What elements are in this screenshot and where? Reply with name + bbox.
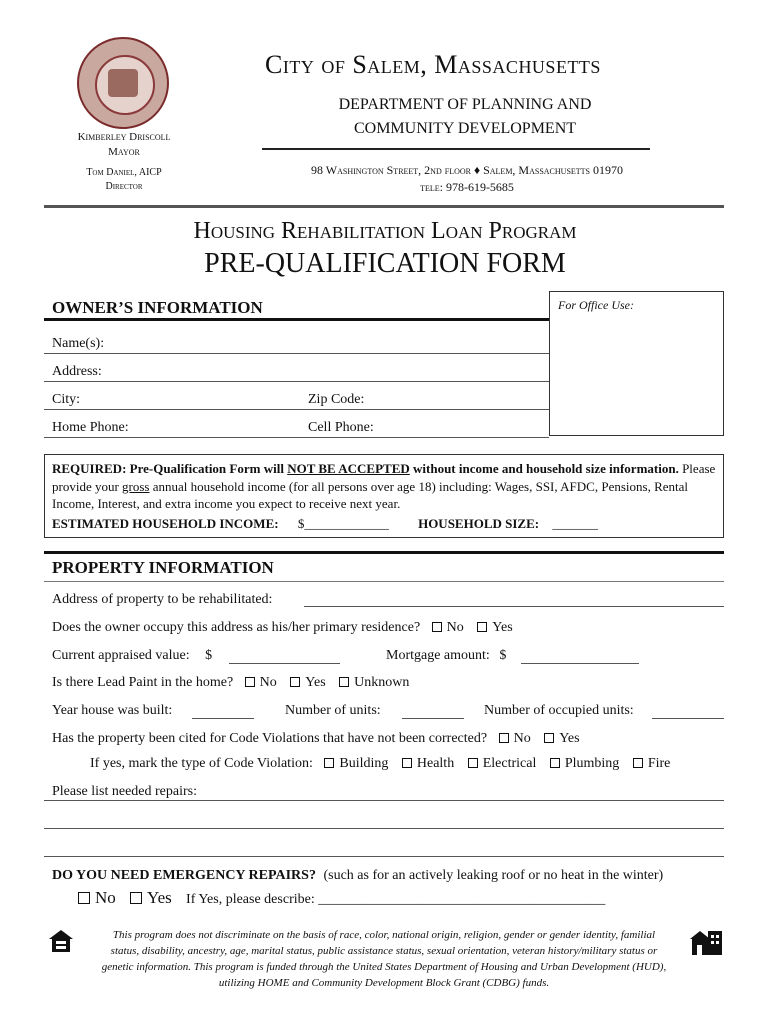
names-label: Name(s): [52, 336, 105, 351]
lead-no-label: No [259, 675, 277, 690]
address-field[interactable] [44, 362, 549, 382]
mortgage-row [386, 646, 506, 666]
mayor-title: Mayor [108, 146, 140, 158]
property-address-input[interactable] [304, 606, 724, 607]
director-title: Director [105, 181, 143, 192]
phone-row [44, 418, 549, 438]
form-title: PRE-QUALIFICATION FORM [204, 248, 566, 279]
household-size-value[interactable]: _______ [552, 515, 598, 531]
address-block [262, 162, 672, 196]
emergency-yes-checkbox[interactable] [130, 892, 142, 904]
violation-health-label: Health [416, 756, 455, 771]
violation-building-label: Building [339, 756, 389, 771]
mortgage-label: Mortgage amount: [386, 648, 490, 663]
city-seal [77, 37, 169, 129]
gross-text: gross [122, 478, 150, 494]
required-lead: REQUIRED: Pre-Qualification Form will [52, 461, 288, 476]
equal-housing-icon [47, 928, 75, 956]
violation-building-checkbox[interactable] [324, 758, 334, 768]
seal-ship-image [108, 69, 138, 97]
repairs-line-3[interactable] [44, 856, 724, 857]
office-use-label: For Office Use: [558, 298, 634, 312]
occupy-yes-label: Yes [492, 620, 513, 635]
nondiscrimination-footer: This program does not discriminate on the basis of race, color, national origin, religion, gender or gender identity, familial status, disability, ancestry, age, marital status, public assistance status, sexual orientation, veteran history/military status or genetic information. This program is funded through the United States Department of Housing and Urban Development (HUD), utilizing HOME and Community Development Block Grant (CDBG) funds. [101, 929, 667, 989]
occupied-units-label: Number of occupied units: [484, 703, 634, 718]
mortgage-amount-input[interactable] [521, 663, 639, 664]
telephone: tele: 978-619-5685 [420, 180, 514, 194]
income-row [52, 515, 716, 533]
required-text-2: annual household income (for all persons over age 18) including: Wages, SSI, AFDC, Pensions, Rental Income, Interest, and extra income you expect to receive next year. [52, 478, 688, 511]
violation-plumbing-checkbox[interactable] [550, 758, 560, 768]
cited-no-checkbox[interactable] [499, 733, 509, 743]
city-label[interactable]: City: [52, 392, 81, 407]
home-phone-label[interactable]: Home Phone: [52, 420, 129, 435]
income-label: ESTIMATED HOUSEHOLD INCOME: [52, 515, 279, 531]
dept-line-2: COMMUNITY DEVELOPMENT [353, 120, 577, 137]
dept-line-1: DEPARTMENT OF PLANNING AND [338, 96, 592, 113]
seal-inner-ring [95, 55, 155, 115]
cited-question: Has the property been cited for Code Violations that have not been corrected? [52, 731, 488, 746]
director-name: Tom Daniel, AICP [86, 167, 162, 178]
appraised-row [52, 646, 212, 666]
cell-phone-label[interactable]: Cell Phone: [308, 420, 374, 435]
required-text-1: Please provide your [52, 461, 716, 494]
household-size-label: HOUSEHOLD SIZE: [418, 515, 540, 531]
names-field[interactable] [44, 334, 549, 354]
occupy-question: Does the owner occupy this address as his/her primary residence? [52, 620, 421, 635]
city-title: City of Salem, Massachusetts [265, 50, 601, 79]
income-value[interactable]: $_____________ [297, 515, 389, 531]
appraised-value-input[interactable] [229, 663, 340, 664]
occupy-no-checkbox[interactable] [432, 622, 442, 632]
lead-row [52, 673, 409, 693]
violation-question: If yes, mark the type of Code Violation: [90, 756, 313, 771]
occupy-yes-checkbox[interactable] [477, 622, 487, 632]
address-label: Address: [52, 364, 102, 379]
property-heading-rule [44, 581, 724, 582]
housing-building-icon [688, 927, 724, 957]
emergency-note: (such as for an actively leaking roof or no heat in the winter) [323, 868, 664, 883]
lead-unknown-label: Unknown [354, 675, 410, 690]
property-section-heading: PROPERTY INFORMATION [52, 558, 274, 577]
repairs-line-1[interactable] [44, 782, 724, 801]
emergency-yes-label: Yes [147, 888, 172, 907]
year-built-label: Year house was built: [52, 703, 173, 718]
required-notice-box [44, 454, 724, 538]
not-accepted-text: NOT BE ACCEPTED [287, 461, 410, 476]
year-built-input[interactable] [192, 718, 254, 719]
units-input[interactable] [402, 718, 464, 719]
office-use-box [549, 291, 724, 436]
lead-no-checkbox[interactable] [245, 677, 255, 687]
mayor-block [58, 130, 190, 160]
appraised-dollar: $ [205, 648, 213, 663]
property-top-rule [44, 551, 724, 554]
dept-divider [262, 148, 650, 150]
repairs-line-2[interactable] [44, 828, 724, 829]
emergency-no-label: No [95, 888, 116, 907]
mortgage-dollar: $ [499, 648, 507, 663]
required-lead-end: without income and household size information. [409, 461, 679, 476]
city-zip-row [44, 390, 549, 410]
director-block [58, 166, 190, 194]
violation-row [90, 754, 670, 774]
lead-question: Is there Lead Paint in the home? [52, 675, 234, 690]
header-divider [44, 205, 724, 208]
cited-yes-checkbox[interactable] [544, 733, 554, 743]
lead-yes-checkbox[interactable] [290, 677, 300, 687]
department-name [260, 93, 670, 141]
violation-plumbing-label: Plumbing [564, 756, 620, 771]
cited-row [52, 729, 580, 749]
mayor-name: Kimberley Driscoll [77, 131, 171, 143]
cited-no-label: No [513, 731, 531, 746]
lead-yes-label: Yes [305, 675, 326, 690]
appraised-label: Current appraised value: [52, 648, 190, 663]
emergency-options-row [78, 888, 605, 908]
owner-section-heading: OWNER’S INFORMATION [44, 293, 549, 321]
zip-label[interactable]: Zip Code: [308, 392, 365, 407]
program-title: Housing Rehabilitation Loan Program [193, 218, 577, 244]
violation-fire-checkbox[interactable] [633, 758, 643, 768]
street-address: 98 Washington Street, 2nd floor ♦ Salem, Massachusetts 01970 [311, 163, 623, 177]
emergency-row [52, 866, 663, 886]
property-address-label: Address of property to be rehabilitated: [52, 592, 273, 607]
emergency-no-checkbox[interactable] [78, 892, 90, 904]
violation-electrical-checkbox[interactable] [468, 758, 478, 768]
violation-health-checkbox[interactable] [402, 758, 412, 768]
repairs-label: Please list needed repairs: [52, 784, 198, 799]
units-label: Number of units: [285, 703, 381, 718]
required-text [52, 460, 716, 513]
occupied-units-input[interactable] [652, 718, 724, 719]
occupy-row [52, 618, 513, 638]
occupy-no-label: No [446, 620, 464, 635]
violation-electrical-label: Electrical [482, 756, 537, 771]
violation-fire-label: Fire [647, 756, 671, 771]
emergency-question: DO YOU NEED EMERGENCY REPAIRS? [52, 868, 316, 883]
lead-unknown-checkbox[interactable] [339, 677, 349, 687]
emergency-describe[interactable]: If Yes, please describe: _________________________________________ [186, 892, 606, 907]
cited-yes-label: Yes [559, 731, 580, 746]
